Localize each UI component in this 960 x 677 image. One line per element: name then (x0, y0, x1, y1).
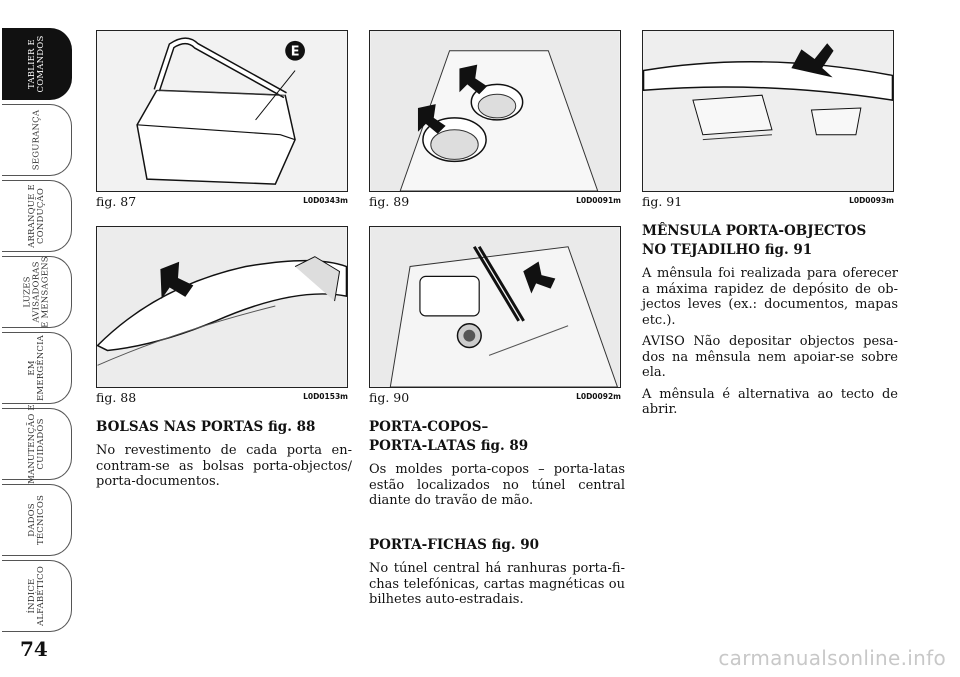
tab-label: ÍNDICE ALFABÉTICO (26, 565, 46, 627)
figure-code: L0D0093m (849, 196, 894, 205)
figure-number: fig. 87 (96, 194, 137, 209)
section-body: A mênsula foi realizada para oferecer a máxima rapidez de depósito de ob-jectos leves (ex.: documentos, mapas etc.). (642, 266, 898, 328)
figure-91-illustration (642, 30, 894, 192)
figure-88-caption (96, 390, 348, 404)
section-warning: AVISO Não depositar objectos pesa-dos na mênsula nem apoiar-se sobre ela. (642, 334, 898, 380)
tab-label: MANUTENÇÃO E CUIDADOS (26, 404, 46, 484)
section-bolsas (96, 418, 352, 496)
figure-90-caption (369, 390, 621, 404)
figure-code: L0D0092m (576, 392, 621, 401)
section-heading-line1: PORTA-COPOS– (369, 419, 489, 435)
section-body: No revestimento de cada porta en-contram-se as bolsas porta-objectos/ porta-documentos. (96, 443, 352, 489)
tab-em-emergencia[interactable] (2, 332, 72, 404)
roof-shelf-illustration (643, 31, 893, 191)
section-porta-fichas (369, 536, 625, 614)
section-heading-line2: PORTA-LATAS fig. 89 (369, 438, 529, 454)
tab-seguranca[interactable] (2, 104, 72, 176)
tab-label: EM EMERGÊNCIA (26, 335, 46, 401)
cup-holder-illustration (370, 31, 620, 191)
door-pocket-illustration (97, 227, 347, 387)
tab-luzes-avisadoras[interactable] (2, 256, 72, 328)
tab-label: DADOS TÉCNICOS (26, 494, 46, 546)
figure-number: fig. 91 (642, 194, 683, 209)
figure-90-illustration (369, 226, 621, 388)
figure-code: L0D0343m (303, 196, 348, 205)
figure-89-illustration (369, 30, 621, 192)
tab-label: SEGURANÇA (31, 109, 41, 171)
figure-91-caption (642, 194, 894, 208)
section-body: No túnel central há ranhuras porta-fi-chas telefónicas, cartas magnéticas ou bilhetes auto-estradais. (369, 561, 625, 607)
page-number: 74 (20, 637, 48, 661)
figure-code: L0D0091m (576, 196, 621, 205)
card-holder-illustration (370, 227, 620, 387)
figure-number: fig. 88 (96, 390, 137, 405)
tab-arranque-conducao[interactable] (2, 180, 72, 252)
section-heading: PORTA-FICHAS fig. 90 (369, 537, 540, 553)
tab-tablier-comandos[interactable] (2, 28, 72, 100)
section-porta-copos (369, 418, 625, 515)
figure-code: L0D0153m (303, 392, 348, 401)
section-mensula (642, 222, 898, 424)
figure-87-caption (96, 194, 348, 208)
figure-number: fig. 90 (369, 390, 410, 405)
tab-label: LUZES AVISADORAS E MENSAGENS (22, 256, 50, 328)
tab-manutencao-cuidados[interactable] (2, 404, 72, 484)
section-heading: BOLSAS NAS PORTAS fig. 88 (96, 419, 316, 435)
watermark: carmanualsonline.info (718, 646, 946, 670)
tab-label: ARRANQUE E CONDUÇÃO (26, 184, 46, 248)
callout-marker: E (290, 44, 300, 60)
section-body: Os moldes porta-copos – porta-latas estão localizados no túnel central diante do travão de mão. (369, 462, 625, 508)
section-heading-line2: NO TEJADILHO fig. 91 (642, 242, 813, 258)
figure-87-illustration (96, 30, 348, 192)
tab-dados-tecnicos[interactable] (2, 484, 72, 556)
section-body: A mênsula é alternativa ao tecto de abrir. (642, 386, 898, 417)
bag-illustration (97, 31, 347, 191)
tab-label: TABLIER E COMANDOS (26, 35, 46, 93)
figure-number: fig. 89 (369, 194, 410, 209)
tab-indice-alfabetico[interactable] (2, 560, 72, 632)
section-heading-line1: MÊNSULA PORTA-OBJECTOS (642, 223, 867, 239)
figure-88-illustration (96, 226, 348, 388)
figure-89-caption (369, 194, 621, 208)
